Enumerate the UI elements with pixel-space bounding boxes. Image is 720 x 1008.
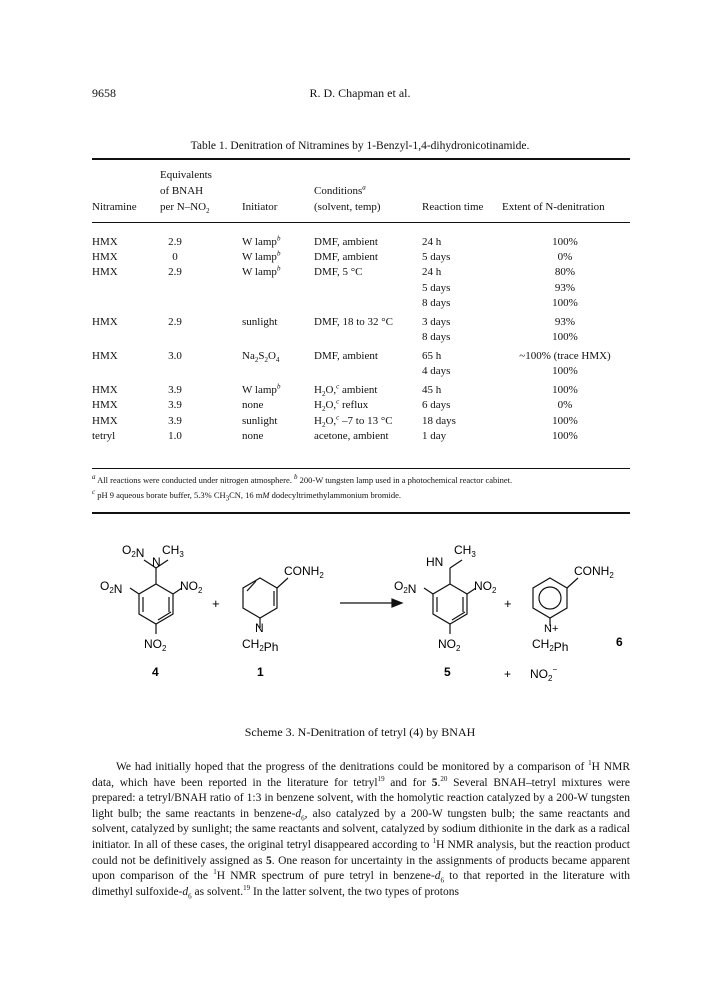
cell-extent: 100% — [552, 236, 578, 248]
cell-extent: 93% — [554, 281, 576, 294]
cell-extent: 100% — [552, 296, 578, 309]
cell-initiator: W lamp$^b$ — [242, 249, 281, 264]
cell-nitramine: HMX — [92, 251, 118, 264]
cell-reaction-time: 18 days — [422, 414, 456, 427]
cell-initiator: W lamp$^b$ — [242, 234, 281, 248]
cell-nitramine: HMX — [92, 315, 118, 328]
cell-equivalents: 2.9 — [168, 236, 182, 248]
tetryl-o2n-top: $O_2N$ — [122, 543, 145, 560]
cell-reaction-time: 24 h — [422, 266, 442, 279]
cell-extent: 100% — [552, 331, 578, 343]
plus-sign-1: + — [212, 596, 220, 611]
col-reaction-time: Reaction time — [422, 201, 484, 213]
bnah-conh2: $CONH_2$ — [284, 564, 324, 580]
table-row — [92, 250, 630, 265]
product-6-n-plus: N+ — [544, 623, 559, 635]
cell-reaction-time: 24 h — [422, 236, 442, 248]
cell-reaction-time: 4 days — [422, 365, 451, 378]
cell-initiator: $Na_2S_2O_4$ — [242, 350, 280, 365]
cell-conditions: $H_2O,^c$ ambient — [314, 382, 378, 399]
table-row — [92, 349, 630, 364]
cell-conditions: DMF, 18 to 32 °C — [314, 315, 394, 328]
cell-nitramine: tetryl — [92, 429, 116, 442]
table-row — [92, 429, 630, 444]
scheme-drawing — [92, 528, 632, 718]
product-5-no2-right: $NO_2$ — [474, 579, 497, 595]
cell-extent: 0% — [557, 399, 573, 412]
table-row — [92, 330, 630, 345]
cell-equivalents: 3.9 — [168, 384, 182, 397]
plus-sign-3: + — [504, 667, 512, 681]
cell-nitramine: HMX — [92, 399, 118, 412]
cell-extent: 93% — [554, 315, 576, 328]
cell-equivalents: 2.9 — [168, 315, 182, 328]
bnah-structure — [243, 578, 288, 628]
compound-1-label: 1 — [257, 665, 264, 679]
product-5-structure — [424, 560, 476, 634]
cell-extent: ~100% (trace HMX) — [519, 350, 611, 362]
cell-conditions: DMF, 5 °C — [314, 266, 363, 279]
table-row — [92, 235, 630, 250]
cell-reaction-time: 1 day — [422, 429, 447, 442]
product-5-hn: HN — [426, 555, 444, 569]
product-6-conh2: $CONH_2$ — [574, 564, 614, 580]
compound-6-label: 6 — [616, 635, 623, 649]
table-row — [92, 414, 630, 429]
col-initiator: Initiator — [242, 201, 278, 213]
scheme-caption: Scheme 3. N-Denitration of tetryl (4) by BNAH — [244, 725, 476, 739]
cell-equivalents: 1.0 — [168, 429, 182, 442]
table-bottom-rule — [92, 468, 630, 469]
col-nitramine: Nitramine — [92, 201, 137, 213]
cell-reaction-time: 65 h — [422, 350, 442, 362]
cell-nitramine: HMX — [92, 384, 118, 397]
cell-equivalents: 3.9 — [168, 399, 182, 412]
tetryl-o2n-left: $O_2N$ — [100, 579, 123, 596]
table-row — [92, 281, 630, 296]
cell-nitramine: HMX — [92, 266, 118, 279]
reaction-scheme — [92, 528, 632, 718]
body-paragraph: We had initially hoped that the progress of the denitrations could be monitored by a comparison of $^1$H NMR data, which have been reported in the literature for tetryl$^{19}$ and for 5.20 Several BNAH–tetryl mixtures were prepared: a tetryl/BNAH ratio of 1:3 in benzene solvent, with the homolytic reaction catalyzed by a 200-W tungsten light bulb; the same reactants in benzene-$d_6$, also catalyzed by a 200-W tungsten bulb; the same reactants and solvent, catalyzed by sunlight; the same reactants and solvent, catalyzed by sodium dithionite in the dark as a radical initiator. In all of these cases, the original tetryl disappeared according to $^1$H NMR analysis, but the reaction product could not be definitively assigned as 5. One reason for uncertainty in the assignments of products became apparent upon comparison of the $^1$H NMR spectrum of pure tetryl in benzene-$d_6$ to that reported in the literature with dimethyl sulfoxide-$d_6$ as solvent.$^{19}$ In the latter solvent, the two types of protons — [92, 759, 630, 901]
table-row — [92, 265, 630, 280]
cell-equivalents: 2.9 — [168, 266, 182, 279]
cell-nitramine: HMX — [92, 414, 118, 427]
cell-reaction-time: 8 days — [422, 331, 451, 343]
col-extent: Extent of N-denitration — [502, 201, 605, 213]
table-header — [92, 163, 630, 219]
cell-extent: 0% — [557, 251, 573, 264]
cell-conditions: DMF, ambient — [314, 251, 378, 264]
cell-extent: 80% — [554, 266, 576, 279]
cell-initiator: W lamp$^b$ — [242, 382, 281, 397]
running-head: R. D. Chapman et al. — [309, 86, 411, 100]
tetryl-no2-right: $NO_2$ — [180, 579, 203, 595]
cell-initiator: none — [242, 429, 264, 442]
cell-initiator: sunlight — [242, 315, 278, 328]
bnah-ch2ph: $CH_2Ph$ — [242, 637, 279, 654]
bnah-n: N — [255, 621, 264, 635]
page-number: 9658 — [92, 86, 116, 100]
cell-conditions: $H_2O,^c$ reflux — [314, 397, 369, 414]
tetryl-n: N — [152, 555, 161, 569]
tetryl-ch3: $CH_3$ — [162, 543, 184, 559]
tetryl-no2-bottom: $NO_2$ — [144, 637, 167, 653]
table-row — [92, 364, 630, 379]
cell-extent: 100% — [552, 365, 578, 378]
nitrite-ion: $NO_2^-$ — [530, 665, 558, 683]
table-row — [92, 315, 630, 330]
cell-reaction-time: 8 days — [422, 296, 451, 309]
cell-conditions: DMF, ambient — [314, 350, 378, 362]
col-conditions: Conditions$^a$ (solvent, temp) — [314, 183, 381, 213]
tetryl-structure — [130, 560, 182, 634]
cell-nitramine: HMX — [92, 236, 118, 248]
cell-extent: 100% — [552, 384, 578, 397]
col-equivalents: Equivalents of BNAH per $N-NO_2$ — [160, 169, 212, 216]
cell-equivalents: 3.9 — [168, 414, 182, 427]
cell-reaction-time: 5 days — [422, 281, 451, 294]
table-top-rule — [92, 158, 630, 160]
cell-reaction-time: 3 days — [422, 315, 451, 328]
cell-equivalents: 0 — [172, 251, 178, 264]
cell-reaction-time: 5 days — [422, 251, 451, 264]
cell-conditions: $H_2O,^c$ –7 to 13 °C — [314, 412, 393, 429]
table-footnote-ab: $^a$ All reactions were conducted under nitrogen atmosphere. $^b$ 200-W tungsten lamp used in a photochemical reactor cabinet. — [92, 473, 513, 485]
table-footnote-c: $^c$ pH 9 aqueous borate buffer, 5.3% $CH_3CN$, 16 mM dodecyltrimethylammonium bromide. — [92, 488, 402, 503]
cell-extent: 100% — [552, 414, 578, 427]
scheme-top-rule — [92, 512, 630, 514]
cell-reaction-time: 45 h — [422, 384, 442, 397]
cell-nitramine: HMX — [92, 350, 118, 362]
cell-conditions: acetone, ambient — [314, 429, 389, 442]
cell-conditions: DMF, ambient — [314, 236, 378, 248]
compound-5-label: 5 — [444, 665, 451, 679]
reaction-arrow — [340, 599, 402, 607]
product-5-no2-bottom: $NO_2$ — [438, 637, 461, 653]
product-6-ch2ph: $CH_2Ph$ — [532, 637, 569, 654]
cell-initiator: sunlight — [242, 414, 278, 427]
product-5-o2n: $O_2N$ — [394, 579, 417, 596]
cell-initiator: W lamp$^b$ — [242, 264, 281, 279]
table-caption: Table 1. Denitration of Nitramines by 1-Benzyl-1,4-dihydronicotinamide. — [190, 140, 530, 152]
plus-sign-2: + — [504, 596, 512, 611]
cell-extent: 100% — [552, 429, 578, 442]
table-header-rule — [92, 222, 630, 223]
product-6-structure — [533, 578, 578, 626]
product-5-ch3: $CH_3$ — [454, 543, 476, 559]
table-row — [92, 383, 630, 398]
cell-initiator: none — [242, 399, 264, 412]
table-row — [92, 296, 630, 311]
cell-equivalents: 3.0 — [168, 350, 182, 362]
compound-4-label: 4 — [152, 665, 159, 679]
cell-reaction-time: 6 days — [422, 399, 451, 412]
table-row — [92, 398, 630, 413]
